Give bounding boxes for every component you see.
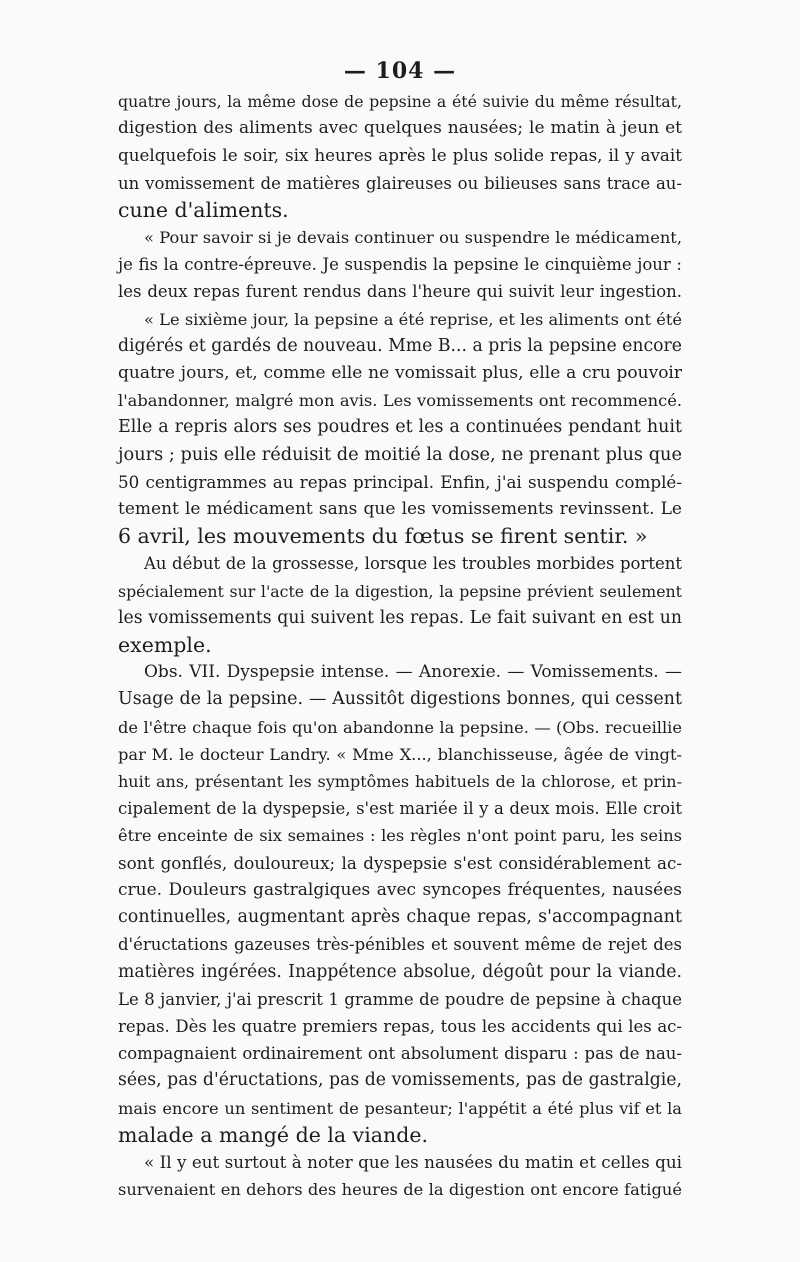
text-line: cipalement de la dyspepsie, s'est mariée il y a deux mois. Elle croit bbox=[118, 799, 682, 819]
text-line: huit ans, présentant les symptômes habituels de la chlorose, et prin- bbox=[118, 772, 682, 792]
text-line: les vomissements qui suivent les repas. Le fait suivant en est un bbox=[118, 607, 682, 628]
page-number: — 104 — bbox=[343, 58, 457, 84]
paragraph-5-observation-vii bbox=[118, 659, 682, 1149]
text-line: Le 8 janvier, j'ai prescrit 1 gramme de poudre de pepsine à chaque bbox=[118, 989, 682, 1009]
text-line: sont gonflés, douloureux; la dyspepsie s'est considérablement ac- bbox=[118, 852, 682, 873]
text-line: matières ingérées. Inappétence absolue, dégoût pour la viande. bbox=[118, 961, 682, 982]
text-line: Au début de la grossesse, lorsque les troubles morbides portent bbox=[144, 554, 682, 574]
text-line: survenaient en dehors des heures de la digestion ont encore fatigué bbox=[118, 1180, 682, 1200]
text-line: « Pour savoir si je devais continuer ou suspendre le médicament, bbox=[144, 228, 682, 248]
text-line: l'abandonner, malgré mon avis. Les vomissements ont recommencé. bbox=[118, 391, 682, 411]
text-line: cune d'aliments. bbox=[118, 197, 289, 222]
text-line: je fis la contre-épreuve. Je suspendis la pepsine le cinquième jour : bbox=[118, 255, 682, 275]
text-line: crue. Douleurs gastralgiques avec syncopes fréquentes, nausées bbox=[118, 879, 682, 900]
text-line: un vomissement de matières glaireuses ou bilieuses sans trace au- bbox=[118, 173, 682, 193]
text-line: Elle a repris alors ses poudres et les a continuées pendant huit bbox=[118, 417, 682, 438]
text-line: être enceinte de six semaines : les règles n'ont point paru, les seins bbox=[118, 826, 682, 846]
text-line: quelquefois le soir, six heures après le plus solide repas, il y avait bbox=[118, 145, 682, 166]
text-line: « Il y eut surtout à noter que les nausées du matin et celles qui bbox=[144, 1151, 682, 1172]
paragraph-6 bbox=[118, 1149, 682, 1203]
body-text bbox=[118, 88, 682, 1203]
text-line: malade a mangé de la viande. bbox=[118, 1122, 428, 1147]
text-line: jours ; puis elle réduisit de moitié la dose, ne prenant plus que bbox=[118, 444, 682, 465]
text-line: tement le médicament sans que les vomissements revinssent. Le bbox=[118, 499, 682, 520]
text-line: « Le sixième jour, la pepsine a été reprise, et les aliments ont été bbox=[144, 309, 682, 329]
text-line: Usage de la pepsine. — Aussitôt digestions bonnes, qui cessent bbox=[118, 689, 682, 710]
text-line: exemple. bbox=[118, 633, 212, 658]
text-line: continuelles, augmentant après chaque repas, s'accompagnant bbox=[118, 907, 682, 928]
text-line: compagnaient ordinairement ont absolument disparu : pas de nau- bbox=[118, 1044, 682, 1064]
text-line: repas. Dès les quatre premiers repas, tous les accidents qui les ac- bbox=[118, 1016, 682, 1036]
text-line: quatre jours, la même dose de pepsine a été suivie du même résultat, bbox=[118, 92, 682, 111]
paragraph-1 bbox=[118, 88, 682, 224]
text-line: de l'être chaque fois qu'on abandonne la pepsine. — (Obs. recueillie bbox=[118, 717, 682, 737]
text-line: 6 avril, les mouvements du fœtus se firent sentir. » bbox=[118, 524, 648, 549]
text-line: sées, pas d'éructations, pas de vomissements, pas de gastralgie, bbox=[118, 1070, 682, 1091]
text-line: spécialement sur l'acte de la digestion, la pepsine prévient seulement bbox=[118, 581, 682, 601]
text-line: digérés et gardés de nouveau. Mme B... a pris la pepsine encore bbox=[118, 335, 682, 356]
paragraph-3 bbox=[118, 306, 682, 551]
text-line: quatre jours, et, comme elle ne vomissait plus, elle a cru pouvoir bbox=[118, 363, 682, 384]
text-line: d'éructations gazeuses très-pénibles et souvent même de rejet des bbox=[118, 935, 682, 955]
paragraph-4 bbox=[118, 550, 682, 659]
text-line: 50 centigrammes au repas principal. Enfin, j'ai suspendu complé- bbox=[118, 471, 682, 492]
text-line: par M. le docteur Landry. « Mme X..., blanchisseuse, âgée de vingt- bbox=[118, 744, 682, 764]
text-line: Obs. VII. Dyspepsie intense. — Anorexie. — Vomissements. — bbox=[144, 662, 682, 683]
text-line: mais encore un sentiment de pesanteur; l'appétit a été plus vif et la bbox=[118, 1098, 682, 1118]
text-line: les deux repas furent rendus dans l'heure qui suivit leur ingestion. bbox=[118, 282, 682, 302]
paragraph-2 bbox=[118, 224, 682, 306]
text-line: digestion des aliments avec quelques nausées; le matin à jeun et bbox=[118, 118, 682, 139]
